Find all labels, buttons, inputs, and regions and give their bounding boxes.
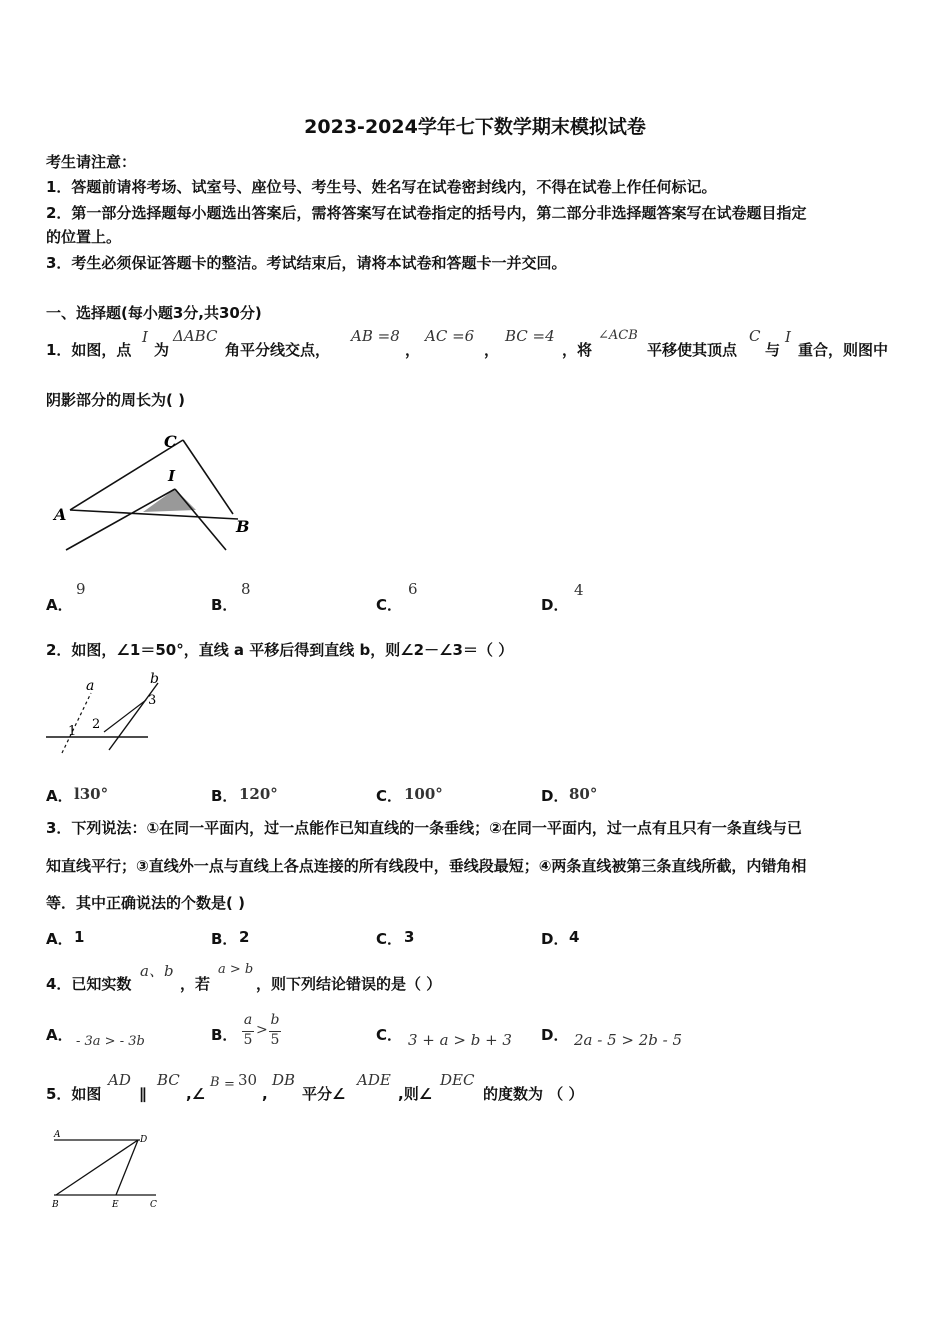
q1-point-c: C — [749, 327, 761, 345]
q1-translated-side-2 — [175, 489, 226, 550]
page-title: 2023-2024学年七下数学期末模拟试卷 — [304, 116, 646, 138]
q5-parallel: ∥ — [139, 1085, 147, 1103]
q5-value-30: 30 — [238, 1071, 258, 1089]
q3-option-d-value: 4 — [569, 928, 580, 946]
q5-text-2: ,∠ — [186, 1085, 206, 1103]
q5-angle-b: B — [210, 1075, 220, 1090]
q5-text-3: , — [262, 1085, 268, 1103]
q5-text-4: 平分∠ — [302, 1085, 346, 1103]
q1-text-yu: 与 — [765, 341, 781, 359]
q5-bc: BC — [157, 1071, 180, 1089]
q1-text-4: 重合，则图中 — [798, 341, 889, 359]
q1-ac-value: AC =6 — [425, 327, 475, 345]
q4-b-denominator-1: 5 — [243, 1032, 253, 1048]
q4-text-2: ，若 — [180, 975, 211, 993]
q4-b-operator: > — [256, 1022, 268, 1038]
q2-option-a-value: l30° — [74, 785, 109, 803]
q3-option-d-label[interactable]: D． — [541, 930, 569, 948]
q1-option-c-value: 6 — [408, 580, 418, 598]
q4-b-denominator-2: 5 — [270, 1032, 280, 1048]
q2-text: 2．如图，∠1＝50°，直线 a 平移后得到直线 b，则∠2－∠3＝（ ） — [46, 641, 514, 659]
q1-option-b-value: 8 — [241, 580, 251, 598]
q5-text-6: 的度数为 （ ） — [483, 1085, 584, 1103]
q5-line-de — [116, 1140, 138, 1195]
q2-figure — [44, 668, 164, 758]
q4-b-numerator-2: b — [270, 1012, 280, 1028]
q3-text-line3: 等．其中正确说法的个数是( ) — [46, 894, 245, 912]
q2-option-b-label[interactable]: B． — [211, 787, 238, 805]
q4-option-d-label[interactable]: D． — [541, 1026, 569, 1044]
q1-text-1: 1．如图，点 — [46, 341, 132, 359]
q2-option-d-value: 80° — [569, 785, 598, 803]
q1-text-3: 平移使其顶点 — [647, 341, 738, 359]
q1-label-a: A — [54, 505, 67, 524]
q5-figure — [48, 1126, 168, 1212]
q5-label-e: E — [112, 1200, 119, 1210]
q5-line-db — [56, 1140, 138, 1195]
q1-comma-1: ， — [405, 341, 421, 359]
q2-label-angle-1: 1 — [68, 724, 77, 739]
q5-label-a: A — [54, 1130, 61, 1140]
q5-label-d: D — [140, 1135, 148, 1145]
q1-text-line2: 阴影部分的周长为( ) — [46, 391, 185, 409]
q5-dec: DEC — [440, 1071, 475, 1089]
q2-label-b: b — [150, 671, 159, 687]
q1-comma-2: ， — [484, 341, 500, 359]
q4-option-b-label[interactable]: B． — [211, 1026, 238, 1044]
q5-ade: ADE — [357, 1071, 391, 1089]
q1-point-i-2: I — [785, 328, 791, 346]
q4-option-d-value: 2a - 5 > 2b - 5 — [574, 1031, 683, 1049]
q1-text-jiang: ，将 — [562, 341, 593, 359]
notice-item-3: 3．考生必须保证答题卡的整洁。考试结束后，请将本试卷和答题卡一并交回。 — [46, 254, 567, 272]
q1-label-i: I — [168, 467, 176, 485]
q2-label-a: a — [86, 678, 95, 694]
q3-text-line2: 知直线平行；③直线外一点与直线上各点连接的所有线段中，垂线段最短；④两条直线被第三条直线所截，内错角相 — [46, 857, 807, 875]
q1-text-wei: 为 — [154, 341, 170, 359]
notice-item-1: 1．答题前请将考场、试室号、座位号、考生号、姓名写在试卷密封线内，不得在试卷上作任何标记。 — [46, 178, 717, 196]
notice-item-2-cont: 的位置上。 — [46, 228, 122, 246]
q2-line-a — [62, 693, 91, 753]
q1-option-a-value: 9 — [76, 580, 86, 598]
q4-b-numerator-1: a — [243, 1012, 253, 1028]
q1-option-a-label[interactable]: A． — [46, 596, 73, 614]
q5-text-5: ,则∠ — [398, 1085, 433, 1103]
q2-option-d-label[interactable]: D． — [541, 787, 569, 805]
q5-label-b: B — [52, 1200, 59, 1210]
q3-option-c-label[interactable]: C． — [376, 930, 403, 948]
q1-option-d-label[interactable]: D． — [541, 596, 569, 614]
q2-option-a-label[interactable]: A． — [46, 787, 73, 805]
q3-option-a-label[interactable]: A． — [46, 930, 73, 948]
q1-ab-value: AB =8 — [351, 327, 400, 345]
q4-option-c-value: 3 + a > b + 3 — [408, 1031, 512, 1049]
q2-option-b-value: 120° — [239, 785, 278, 803]
q1-line-cb — [183, 440, 233, 514]
q1-triangle-abc: ΔABC — [173, 327, 218, 345]
notice-item-2: 2．第一部分选择题每小题选出答案后，需将答案写在试卷指定的括号内，第二部分非选择题答案写在试卷题目指定 — [46, 204, 807, 222]
q4-text-1: 4．已知实数 — [46, 975, 132, 993]
q5-label-c: C — [150, 1200, 157, 1210]
q5-equals: = — [224, 1077, 235, 1092]
q1-bc-value: BC =4 — [505, 327, 555, 345]
q3-option-a-value: 1 — [74, 928, 85, 946]
q1-text-2: 角平分线交点， — [225, 341, 331, 359]
q1-figure — [48, 422, 268, 562]
q3-option-b-label[interactable]: B． — [211, 930, 238, 948]
q1-angle-acb: ∠ACB — [598, 328, 638, 343]
q4-text-3: ，则下列结论错误的是（ ） — [256, 975, 442, 993]
notice-heading: 考生请注意： — [46, 153, 137, 171]
q2-label-angle-3: 3 — [148, 693, 157, 708]
q1-label-b: B — [236, 517, 250, 536]
q4-option-b-value — [242, 1012, 287, 1052]
q4-condition: a > b — [218, 962, 254, 977]
q5-text-1: 5．如图 — [46, 1085, 102, 1103]
q4-variables: a、b — [140, 962, 174, 980]
q2-option-c-label[interactable]: C． — [376, 787, 403, 805]
q1-point-i: I — [142, 328, 148, 346]
q5-ad: AD — [108, 1071, 131, 1089]
q2-option-c-value: 100° — [404, 785, 443, 803]
q3-option-b-value: 2 — [239, 928, 250, 946]
q1-option-c-label[interactable]: C． — [376, 596, 403, 614]
q3-option-c-value: 3 — [404, 928, 415, 946]
q1-label-c: C — [164, 432, 177, 451]
q5-db: DB — [272, 1071, 296, 1089]
q1-option-b-label[interactable]: B． — [211, 596, 238, 614]
q4-option-c-label[interactable]: C． — [376, 1026, 403, 1044]
q4-option-a-label[interactable]: A． — [46, 1026, 73, 1044]
section-heading: 一、选择题(每小题3分,共30分) — [46, 304, 262, 322]
q1-translated-side-1 — [66, 489, 175, 550]
q3-text-line1: 3．下列说法：①在同一平面内，过一点能作已知直线的一条垂线；②在同一平面内，过一点有且只有一条直线与已 — [46, 819, 802, 837]
q2-label-angle-2: 2 — [92, 717, 101, 732]
q4-option-a-value: - 3a > - 3b — [76, 1034, 145, 1049]
q1-option-d-value: 4 — [574, 581, 584, 599]
